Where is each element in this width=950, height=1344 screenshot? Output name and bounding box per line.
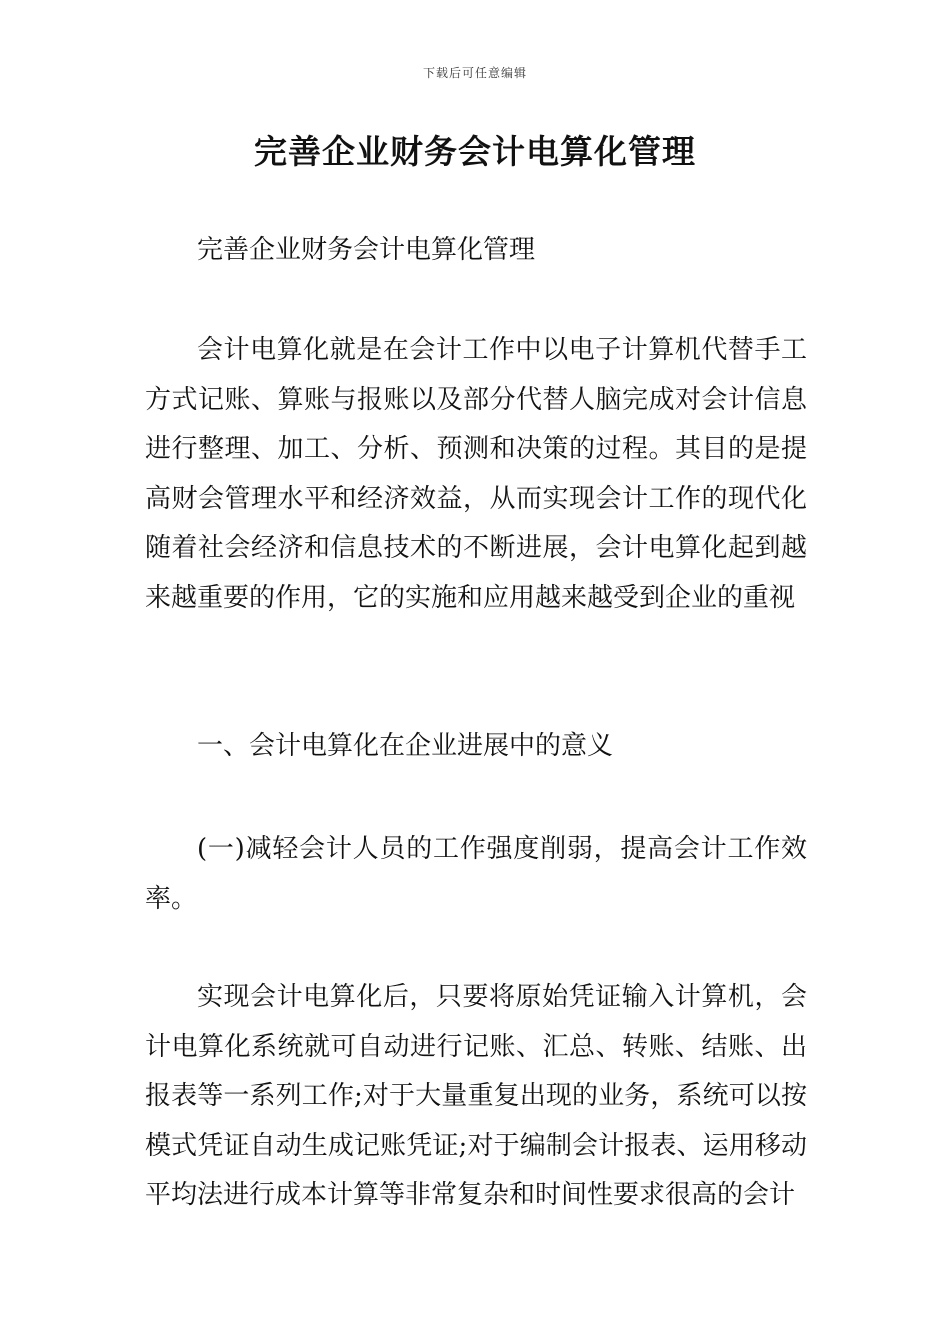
- section-heading: 一、会计电算化在企业进展中的意义: [197, 731, 614, 761]
- document-title: 完善企业财务会计电算化管理: [254, 132, 696, 171]
- body-paragraph: 实现会计电算化后，只要将原始凭证输入计算机，会计电算化系统就可自动进行记账、汇总、转账、结账、出报表等一系列工作;对于大量重复出现的业务，系统可以按模式凭证自动生成记账凭证;对于编制会计报表、运用移动平均法进行成本计算等非常复杂和时间性要求很高的会计: [145, 982, 807, 1210]
- subtitle-paragraph: 完善企业财务会计电算化管理: [197, 235, 536, 265]
- subsection-heading: (一)减轻会计人员的工作强度削弱，提高会计工作效率。: [145, 834, 807, 914]
- intro-paragraph: 会计电算化就是在会计工作中以电子计算机代替手工方式记账、算账与报账以及部分代替人脑完成对会计信息进行整理、加工、分析、预测和决策的过程。其目的是提高财会管理水平和经济效益，从而实现会计工作的现代化随着社会经济和信息技术的不断进展，会计电算化起到越来越重要的作用，它的实施和应用越来越受到企业的重视: [145, 335, 807, 613]
- header-note: 下载后可任意编辑: [422, 66, 527, 80]
